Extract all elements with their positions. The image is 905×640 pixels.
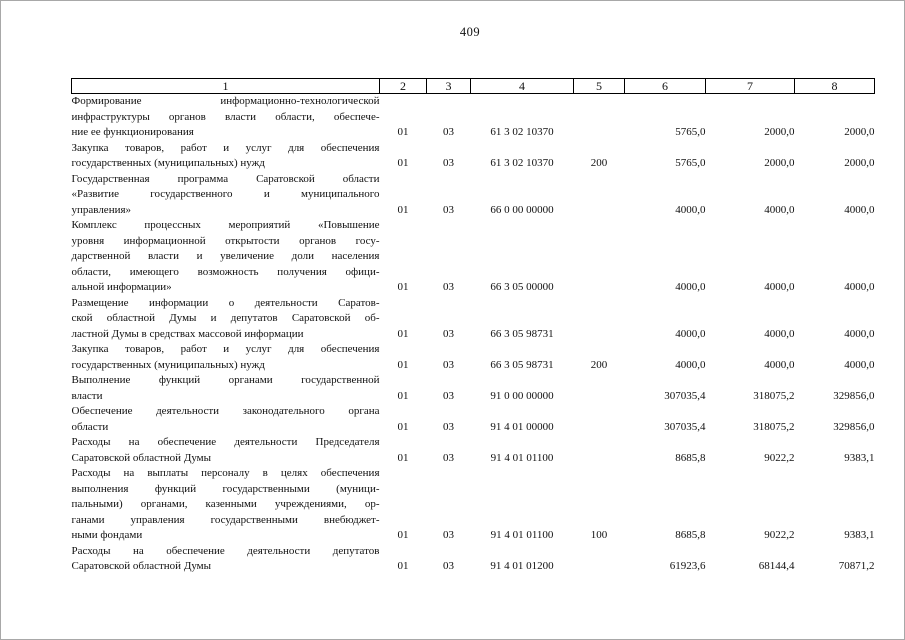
- description-line: государственных (муниципальных) нужд: [71, 157, 265, 169]
- cell-col7: 9022,2: [764, 451, 795, 464]
- table-row: [72, 141, 875, 172]
- cell-col3: 03: [443, 281, 454, 293]
- table-body: [72, 94, 875, 575]
- description-line: выполнения функций государственными (муници-: [71, 482, 380, 495]
- row-description: [72, 544, 380, 575]
- description-line: Расходы на обеспечение деятельности Председателя: [71, 436, 380, 448]
- column-header: 4: [471, 79, 574, 94]
- description-line: Саратовской областной Думы: [71, 451, 212, 464]
- cell-col6: 4000,0: [675, 327, 706, 340]
- row-description: [72, 141, 380, 172]
- cell-col7: 9022,2: [764, 529, 795, 541]
- description-line: власти: [71, 389, 103, 402]
- cell-col5: [574, 94, 625, 141]
- description-line: области: [71, 420, 109, 433]
- cell-col3: 03: [443, 126, 454, 138]
- page-number: 409: [459, 25, 481, 39]
- cell-col8: 9383,1: [844, 529, 875, 541]
- cell-col7: 4000,0: [764, 203, 795, 216]
- description-line: ганами управления государственными внебюджет-: [71, 513, 380, 526]
- cell-col5: [574, 218, 625, 296]
- cell-col8: 2000,0: [844, 157, 875, 169]
- cell-col3: 03: [443, 420, 454, 433]
- description-line: ластной Думы в средствах массовой информации: [71, 327, 304, 340]
- cell-col4: 91 4 01 01100: [490, 451, 554, 464]
- cell-col8: 4000,0: [844, 281, 875, 293]
- table-row: [72, 172, 875, 219]
- table-row: [72, 373, 875, 404]
- cell-col7: 68144,4: [758, 560, 795, 572]
- description-line: дарственной власти и увеличение доли населения: [71, 250, 380, 262]
- description-line: Закупка товаров, работ и услуг для обеспечения: [71, 141, 380, 154]
- row-description: [72, 373, 380, 404]
- column-header: 8: [795, 79, 875, 94]
- cell-col6: 5765,0: [675, 157, 706, 169]
- column-header: 6: [625, 79, 706, 94]
- cell-col8: 9383,1: [844, 451, 875, 464]
- description-line: Комплекс процессных мероприятий «Повышение: [71, 219, 380, 231]
- cell-col6: 61923,6: [669, 560, 706, 572]
- table-header-row: [72, 79, 875, 94]
- cell-col6: 4000,0: [675, 203, 706, 216]
- description-line: управления»: [71, 203, 132, 216]
- table-row: [72, 342, 875, 373]
- cell-col3: 03: [443, 451, 454, 464]
- cell-col3: 03: [443, 358, 454, 371]
- row-description: [72, 296, 380, 343]
- description-line: Выполнение функций органами государственной: [71, 374, 380, 386]
- cell-col5: [574, 544, 625, 575]
- cell-col6: 4000,0: [675, 281, 706, 293]
- cell-col5: [574, 404, 625, 435]
- cell-col6: 8685,8: [675, 451, 706, 464]
- description-line: пальными) органами, казенными учреждениями, ор-: [71, 498, 380, 510]
- cell-col4: 66 3 05 98731: [490, 358, 554, 371]
- cell-col3: 03: [443, 529, 454, 541]
- cell-col6: 307035,4: [664, 420, 706, 433]
- cell-col2: 01: [397, 126, 409, 138]
- cell-col5: 200: [590, 157, 608, 169]
- description-line: Закупка товаров, работ и услуг для обеспечения: [71, 343, 380, 355]
- row-description: [72, 404, 380, 435]
- description-line: области, имеющего возможность получения офици-: [71, 265, 380, 278]
- description-line: Расходы на обеспечение деятельности депутатов: [71, 544, 380, 557]
- row-description: [72, 94, 380, 141]
- table-row: [72, 466, 875, 544]
- cell-col2: 01: [397, 420, 409, 433]
- cell-col5: [574, 435, 625, 466]
- description-line: Государственная программа Саратовской области: [71, 172, 380, 185]
- cell-col4: 66 3 05 00000: [490, 281, 554, 293]
- description-line: «Развитие государственного и муниципального: [71, 188, 380, 200]
- table-row: [72, 435, 875, 466]
- cell-col4: 66 0 00 00000: [490, 203, 554, 216]
- cell-col6: 4000,0: [675, 358, 706, 371]
- cell-col8: 4000,0: [844, 327, 875, 340]
- cell-col2: 01: [397, 203, 409, 216]
- column-header: 3: [427, 79, 471, 94]
- description-line: Размещение информации о деятельности Саратов-: [71, 296, 380, 309]
- row-description: [72, 466, 380, 544]
- cell-col7: 4000,0: [764, 327, 795, 340]
- cell-col2: 01: [397, 529, 409, 541]
- cell-col2: 01: [397, 358, 409, 371]
- row-description: [72, 172, 380, 219]
- description-line: альной информации»: [71, 281, 172, 293]
- cell-col3: 03: [443, 157, 454, 169]
- cell-col7: 4000,0: [764, 358, 795, 371]
- column-header: 2: [380, 79, 427, 94]
- description-line: ными фондами: [71, 529, 143, 541]
- cell-col7: 4000,0: [764, 281, 795, 293]
- cell-col7: 2000,0: [764, 157, 795, 169]
- cell-col5: 200: [590, 358, 608, 371]
- description-line: уровня информационной открытости органов госу-: [71, 234, 380, 247]
- description-line: Саратовской областной Думы: [71, 560, 212, 572]
- description-line: ние ее функционирования: [71, 126, 194, 138]
- description-line: государственных (муниципальных) нужд: [71, 358, 265, 371]
- column-header: 5: [574, 79, 625, 94]
- cell-col7: 318075,2: [753, 420, 795, 433]
- row-description: [72, 435, 380, 466]
- cell-col3: 03: [443, 327, 454, 340]
- description-line: Обеспечение деятельности законодательного органа: [71, 405, 380, 417]
- cell-col2: 01: [397, 281, 409, 293]
- cell-col8: 329856,0: [833, 389, 875, 402]
- row-description: [72, 218, 380, 296]
- cell-col5: [574, 373, 625, 404]
- description-line: ской областной Думы и депутатов Саратовской об-: [71, 312, 380, 324]
- cell-col8: 2000,0: [844, 126, 875, 138]
- cell-col4: 91 4 01 00000: [490, 420, 554, 433]
- column-header: 7: [706, 79, 795, 94]
- cell-col3: 03: [443, 560, 454, 572]
- cell-col4: 91 0 00 00000: [490, 389, 554, 402]
- cell-col4: 61 3 02 10370: [490, 126, 554, 138]
- description-line: инфраструктуры органов власти области, обеспече-: [71, 110, 380, 123]
- cell-col3: 03: [443, 203, 454, 216]
- budget-table: [71, 78, 875, 575]
- cell-col6: 307035,4: [664, 389, 706, 402]
- cell-col6: 5765,0: [675, 126, 706, 138]
- cell-col5: [574, 296, 625, 343]
- cell-col2: 01: [397, 327, 409, 340]
- cell-col5: 100: [590, 529, 608, 541]
- cell-col8: 70871,2: [838, 560, 875, 572]
- cell-col5: [574, 172, 625, 219]
- cell-col8: 4000,0: [844, 203, 875, 216]
- cell-col7: 318075,2: [753, 389, 795, 402]
- table-row: [72, 296, 875, 343]
- row-description: [72, 342, 380, 373]
- table-row: [72, 544, 875, 575]
- cell-col8: 329856,0: [833, 420, 875, 433]
- description-line: Расходы на выплаты персоналу в целях обеспечения: [71, 467, 380, 479]
- cell-col2: 01: [397, 560, 409, 572]
- cell-col2: 01: [397, 389, 409, 402]
- column-header: 1: [72, 79, 380, 94]
- cell-col3: 03: [443, 389, 454, 402]
- table-row: [72, 404, 875, 435]
- cell-col4: 66 3 05 98731: [490, 327, 554, 340]
- cell-col4: 61 3 02 10370: [490, 157, 554, 169]
- table-row: [72, 94, 875, 141]
- table-row: [72, 218, 875, 296]
- cell-col2: 01: [397, 157, 409, 169]
- description-line: Формирование информационно-технологической: [71, 95, 380, 107]
- cell-col4: 91 4 01 01100: [490, 529, 554, 541]
- cell-col6: 8685,8: [675, 529, 706, 541]
- cell-col7: 2000,0: [764, 126, 795, 138]
- cell-col8: 4000,0: [844, 358, 875, 371]
- cell-col4: 91 4 01 01200: [490, 560, 554, 572]
- cell-col2: 01: [397, 451, 409, 464]
